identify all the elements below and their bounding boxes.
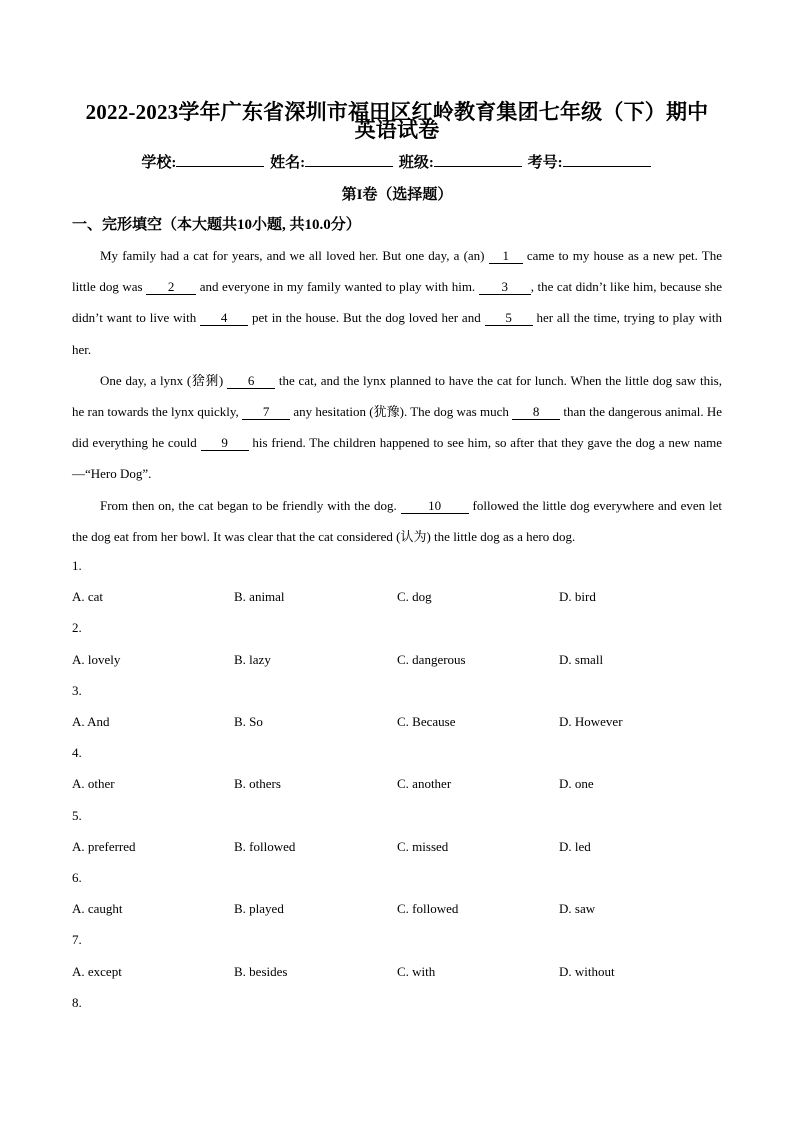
option-b[interactable]: B. So bbox=[234, 714, 263, 729]
passage-text: came to my house as a new pet. The little dog was bbox=[72, 248, 723, 295]
option-c[interactable]: C. with bbox=[397, 964, 436, 979]
passage-text: his friend. The children happened to see him, so after that they gave the dog a new name—“Hero Dog”. bbox=[72, 435, 722, 482]
passage-text: her all the time, trying to play with her. bbox=[72, 310, 723, 357]
exam-no-blank[interactable] bbox=[563, 152, 651, 167]
name-label: 姓名: bbox=[270, 155, 306, 171]
blank-6: 6 bbox=[227, 373, 275, 389]
option-d[interactable]: D. saw bbox=[559, 901, 596, 916]
passage-paragraph-1 bbox=[72, 240, 722, 365]
option-a[interactable]: A. other bbox=[72, 776, 115, 791]
blank-3: 3 bbox=[479, 279, 531, 295]
question-number: 1. bbox=[72, 558, 82, 573]
school-blank[interactable] bbox=[176, 152, 264, 167]
passage-text: than the dangerous animal. He did everything he could bbox=[72, 404, 723, 451]
option-b[interactable]: B. lazy bbox=[234, 652, 271, 667]
passage-text: From then on, the cat began to be friendly with the dog. bbox=[100, 497, 401, 513]
option-d[interactable]: D. without bbox=[559, 964, 615, 979]
blank-1: 1 bbox=[489, 248, 523, 264]
passage-text: , the cat didn’t like him, because she didn’t want to live with bbox=[72, 279, 723, 326]
option-b[interactable]: B. besides bbox=[234, 964, 288, 979]
blank-4: 4 bbox=[200, 310, 248, 326]
class-label: 班级: bbox=[398, 155, 434, 171]
question-number: 6. bbox=[72, 870, 82, 885]
option-a[interactable]: A. lovely bbox=[72, 652, 121, 667]
exam-title-line2: 英语试卷 bbox=[354, 118, 440, 142]
passage-paragraph-2 bbox=[72, 365, 722, 490]
student-info-row bbox=[0, 151, 794, 172]
question-number: 3. bbox=[72, 683, 82, 698]
section-title: 一、完形填空（本大题共10小题, 共10.0分） bbox=[72, 217, 361, 233]
option-a[interactable]: A. preferred bbox=[72, 839, 136, 854]
option-d[interactable]: D. small bbox=[559, 652, 604, 667]
passage-text: the cat, and the lynx planned to have the cat for lunch. When the little dog saw this, he ran towards the lynx quickly, bbox=[72, 372, 722, 420]
option-c[interactable]: C. dog bbox=[397, 589, 432, 604]
option-b[interactable]: B. animal bbox=[234, 589, 285, 604]
blank-2: 2 bbox=[146, 279, 196, 295]
question-number: 5. bbox=[72, 808, 82, 823]
name-blank[interactable] bbox=[305, 152, 393, 167]
question-number: 2. bbox=[72, 620, 82, 635]
passage-text: pet in the house. But the dog loved her and bbox=[248, 310, 485, 326]
passage-text: One day, a lynx (猞猁) bbox=[100, 372, 228, 388]
option-c[interactable]: C. missed bbox=[397, 839, 449, 854]
blank-8: 8 bbox=[512, 404, 560, 420]
volume-heading: 第I卷（选择题） bbox=[341, 187, 453, 203]
option-b[interactable]: B. followed bbox=[234, 839, 296, 854]
class-blank[interactable] bbox=[434, 152, 522, 167]
option-c[interactable]: C. dangerous bbox=[397, 652, 466, 667]
question-number: 8. bbox=[72, 995, 82, 1010]
exam-title-line1: 2022-2023学年广东省深圳市福田区红岭教育集团七年级（下）期中 bbox=[85, 100, 709, 124]
blank-7: 7 bbox=[242, 404, 290, 420]
question-number: 4. bbox=[72, 745, 82, 760]
option-c[interactable]: C. followed bbox=[397, 901, 459, 916]
option-a[interactable]: A. cat bbox=[72, 589, 104, 604]
option-c[interactable]: C. Because bbox=[397, 714, 456, 729]
passage-text: followed the little dog everywhere and even let the dog eat from her bowl. It was clear that the cat considered (认为) the little dog as a hero dog. bbox=[72, 497, 723, 544]
cloze-passage bbox=[72, 240, 722, 552]
passage-text: My family had a cat for years, and we all loved her. But one day, a (an) bbox=[100, 248, 489, 263]
option-d[interactable]: D. bird bbox=[559, 589, 596, 604]
option-d[interactable]: D. one bbox=[559, 776, 594, 791]
passage-text: and everyone in my family wanted to play with him. bbox=[196, 279, 479, 295]
option-c[interactable]: C. another bbox=[397, 776, 452, 791]
option-d[interactable]: D. led bbox=[559, 839, 591, 854]
blank-10: 10 bbox=[401, 498, 469, 514]
exam-no-label: 考号: bbox=[527, 155, 563, 171]
question-number: 7. bbox=[72, 932, 82, 947]
blank-5: 5 bbox=[485, 310, 533, 326]
option-a[interactable]: A. And bbox=[72, 714, 110, 729]
school-label: 学校: bbox=[141, 155, 177, 171]
passage-text: any hesitation (犹豫). The dog was much bbox=[290, 404, 513, 420]
option-b[interactable]: B. others bbox=[234, 776, 281, 791]
option-a[interactable]: A. caught bbox=[72, 901, 123, 916]
option-b[interactable]: B. played bbox=[234, 901, 284, 916]
option-a[interactable]: A. except bbox=[72, 964, 122, 979]
blank-9: 9 bbox=[201, 435, 249, 451]
passage-paragraph-3 bbox=[72, 490, 722, 552]
option-d[interactable]: D. However bbox=[559, 714, 623, 729]
